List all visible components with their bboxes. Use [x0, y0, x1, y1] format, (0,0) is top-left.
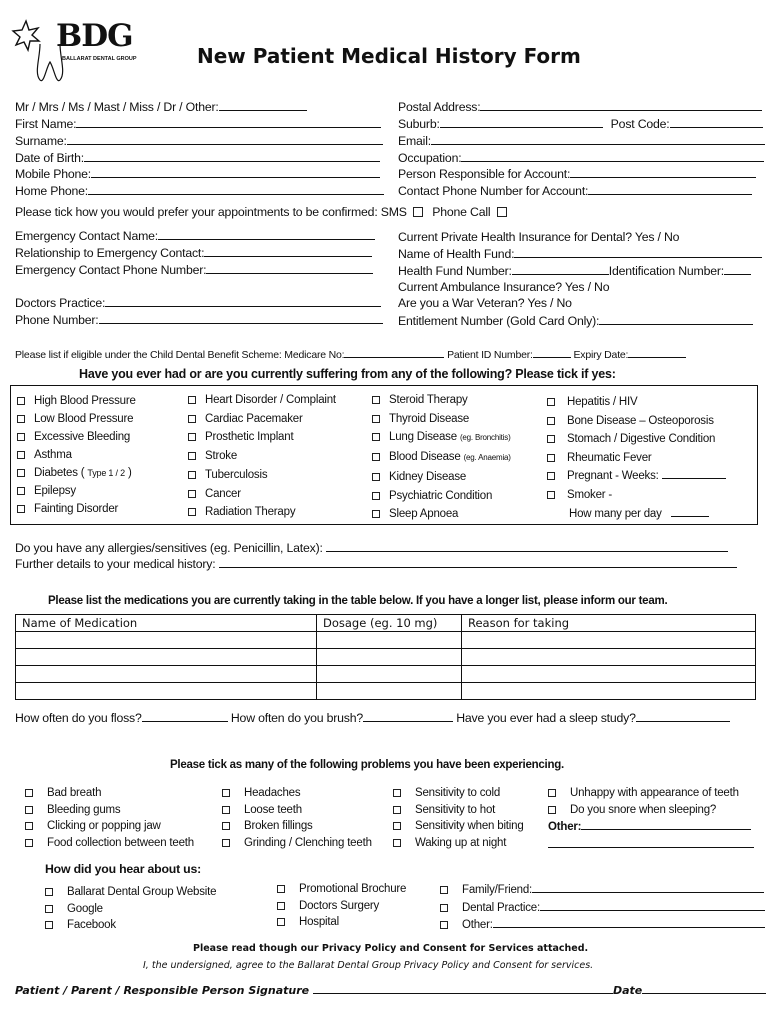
problem-item[interactable]	[393, 785, 524, 802]
allergies-field[interactable]	[326, 540, 728, 552]
condition-label: Prosthetic Implant	[205, 431, 294, 444]
mobile-field[interactable]	[91, 166, 380, 178]
condition-label: Fainting Disorder	[34, 503, 119, 515]
condition-checkbox[interactable]	[372, 453, 380, 461]
expiry-field[interactable]	[628, 347, 686, 358]
problem-label: Bad breath	[47, 787, 102, 799]
fund-number-label: Health Fund Number:	[398, 264, 512, 278]
condition-label: Lung Disease	[389, 431, 457, 444]
pregnant-weeks-field[interactable]	[662, 467, 726, 479]
condition-label: Radiation Therapy	[205, 506, 296, 519]
mobile-label: Mobile Phone:	[15, 167, 92, 181]
condition-label: Smoker -	[567, 488, 613, 501]
entitlement-label: Entitlement Number (Gold Card Only):	[398, 314, 600, 328]
hear-label: Doctors Surgery	[299, 899, 380, 912]
problem-checkbox[interactable]	[25, 806, 33, 814]
condition-checkbox[interactable]	[372, 473, 380, 481]
table-cell[interactable]	[317, 632, 462, 649]
condition-checkbox[interactable]	[547, 472, 555, 480]
problem-label: Clicking or popping jaw	[47, 820, 161, 832]
condition-checkbox[interactable]	[547, 435, 555, 443]
hear-item[interactable]	[277, 881, 406, 898]
entitlement-field[interactable]	[599, 313, 753, 325]
logo-subtitle: BALLARAT DENTAL GROUP	[62, 56, 137, 62]
surname-field[interactable]	[67, 133, 383, 145]
sms-label: SMS	[380, 205, 407, 219]
problem-item[interactable]	[222, 835, 372, 852]
ambulance-question: Current Ambulance Insurance? Yes / No	[398, 280, 610, 294]
problem-checkbox[interactable]	[548, 806, 556, 814]
condition-label: Excessive Bleeding	[34, 431, 131, 443]
fund-name-label: Name of Health Fund:	[398, 247, 515, 261]
problem-label: Sensitivity when biting	[415, 820, 524, 832]
date-label: Date	[612, 984, 643, 997]
problem-label: Unhappy with appearance of teeth	[570, 787, 739, 799]
hear-item[interactable]	[277, 898, 406, 915]
doctor-phone-field[interactable]	[99, 312, 383, 324]
hear-item[interactable]	[440, 899, 765, 917]
signature-label: Patient / Parent / Responsible Person Signature	[15, 984, 310, 997]
problem-label: Broken fillings	[244, 820, 313, 832]
condition-item[interactable]	[188, 447, 336, 466]
hear-checkbox[interactable]	[440, 886, 448, 894]
responsible-label: Person Responsible for Account:	[398, 167, 571, 181]
problem-label: Do you snore when sleeping?	[570, 803, 717, 816]
postal-field[interactable]	[480, 99, 762, 111]
problem-checkbox[interactable]	[25, 822, 33, 830]
condition-item[interactable]	[547, 412, 726, 431]
expiry-label: Expiry Date:	[573, 349, 629, 361]
condition-checkbox[interactable]	[188, 471, 196, 479]
problem-checkbox[interactable]	[222, 839, 230, 847]
smoker-per-day-field[interactable]	[671, 505, 709, 517]
condition-checkbox[interactable]	[17, 469, 25, 477]
condition-label: Psychiatric Condition	[389, 489, 493, 502]
condition-item[interactable]	[372, 428, 511, 448]
title-field[interactable]	[219, 99, 307, 111]
condition-checkbox[interactable]	[17, 397, 25, 405]
problems-col-2	[222, 785, 372, 851]
hear-checkbox[interactable]	[277, 902, 285, 910]
condition-checkbox[interactable]	[372, 492, 380, 500]
diabetes-close: )	[127, 467, 132, 479]
table-cell[interactable]	[16, 683, 317, 700]
condition-checkbox[interactable]	[547, 417, 555, 425]
condition-item[interactable]	[188, 391, 336, 410]
condition-label: Steroid Therapy	[389, 394, 468, 406]
condition-item[interactable]	[17, 500, 136, 518]
home-phone-field[interactable]	[88, 183, 384, 195]
condition-label: Hepatitis / HIV	[567, 396, 638, 408]
title-label: Mr / Mrs / Ms / Mast / Miss / Dr / Other:	[15, 100, 219, 114]
problem-item[interactable]	[393, 818, 524, 835]
patient-id-label: Patient ID Number:	[447, 349, 533, 361]
hear-checkbox[interactable]	[45, 921, 53, 929]
problem-label: Waking up at night	[415, 836, 507, 849]
problem-checkbox[interactable]	[393, 806, 401, 814]
problem-checkbox[interactable]	[25, 839, 33, 847]
problem-label: Loose teeth	[244, 803, 302, 816]
postcode-label: Post Code:	[610, 117, 670, 131]
doctors-practice-field[interactable]	[105, 295, 381, 307]
condition-item[interactable]	[372, 410, 511, 429]
problem-item[interactable]	[222, 802, 372, 819]
table-row	[16, 666, 756, 683]
occupation-field[interactable]	[461, 150, 764, 162]
table-cell[interactable]	[16, 666, 317, 683]
problem-other-label: Other:	[548, 821, 582, 833]
problem-other-field-2[interactable]	[548, 836, 754, 848]
problem-checkbox[interactable]	[393, 789, 401, 797]
condition-item[interactable]	[17, 446, 136, 464]
hear-item[interactable]	[440, 916, 765, 934]
conditions-col-4	[547, 393, 726, 523]
hear-checkbox[interactable]	[440, 904, 448, 912]
hear-label: Family/Friend:	[462, 884, 533, 896]
condition-label: Bone Disease – Osteoporosis	[567, 414, 714, 427]
condition-label: Heart Disorder / Complaint	[205, 394, 336, 406]
problem-label: Sensitivity to cold	[415, 787, 501, 799]
emergency-name-label: Emergency Contact Name:	[15, 229, 159, 243]
floss-label: How often do you floss?	[15, 711, 142, 725]
doctor-phone-label: Phone Number:	[15, 313, 99, 327]
hear-item[interactable]	[277, 914, 406, 931]
sleep-field[interactable]	[636, 710, 730, 722]
condition-label: Stroke	[205, 450, 238, 463]
hear-item[interactable]	[440, 881, 765, 899]
sleep-label: Have you ever had a sleep study?	[456, 711, 636, 725]
condition-checkbox[interactable]	[188, 396, 196, 404]
problem-item[interactable]	[25, 802, 194, 819]
postcode-field[interactable]	[670, 116, 763, 128]
table-cell[interactable]	[317, 666, 462, 683]
account-phone-field[interactable]	[588, 183, 752, 195]
table-row	[16, 649, 756, 666]
floss-field[interactable]	[142, 710, 228, 722]
privacy-agreement: I, the undersigned, agree to the Ballarat Dental Group Privacy Policy and Consent for services.	[143, 960, 594, 971]
email-field[interactable]	[431, 133, 765, 145]
condition-label: Diabetes (	[34, 467, 85, 479]
problems-col-4	[548, 785, 754, 853]
table-cell[interactable]	[317, 649, 462, 666]
problem-checkbox[interactable]	[222, 806, 230, 814]
condition-item[interactable]	[372, 468, 511, 487]
condition-item[interactable]	[17, 464, 136, 482]
problems-heading: Please tick as many of the following problems you have been experiencing.	[170, 759, 564, 771]
problem-item[interactable]	[548, 802, 754, 819]
problem-label: Food collection between teeth	[47, 836, 194, 849]
home-phone-label: Home Phone:	[15, 184, 88, 198]
conditions-col-2	[188, 391, 336, 522]
id-number-field[interactable]	[724, 263, 751, 275]
phone-call-checkbox[interactable]	[497, 207, 507, 217]
fund-number-field[interactable]	[512, 263, 609, 275]
problem-label: Sensitivity to hot	[415, 803, 496, 816]
condition-label: Kidney Disease	[389, 470, 467, 483]
hear-item[interactable]	[45, 917, 216, 934]
condition-item[interactable]	[372, 391, 511, 410]
condition-item[interactable]	[547, 449, 726, 468]
email-label: Email:	[398, 134, 431, 148]
cdbs-label: Please list if eligible under the Child Dental Benefit Scheme: Medicare No:	[15, 349, 345, 361]
logo	[10, 18, 145, 84]
appointment-label: Please tick how you would prefer your appointments to be confirmed:	[15, 205, 378, 219]
problem-item[interactable]	[222, 785, 372, 802]
problem-item[interactable]	[25, 785, 194, 802]
condition-checkbox[interactable]	[372, 510, 380, 518]
condition-checkbox[interactable]	[188, 452, 196, 460]
dob-label: Date of Birth:	[15, 151, 84, 165]
problem-item[interactable]	[222, 818, 372, 835]
medications-table	[15, 614, 756, 700]
condition-checkbox[interactable]	[17, 487, 25, 495]
signature-field[interactable]	[313, 982, 613, 994]
condition-checkbox[interactable]	[372, 396, 380, 404]
conditions-heading: Have you ever had or are you currently suffering from any of the following? Please tick if yes:	[79, 367, 616, 381]
condition-item[interactable]	[17, 410, 136, 428]
condition-checkbox[interactable]	[547, 454, 555, 462]
hear-label: Facebook	[67, 919, 116, 931]
condition-checkbox[interactable]	[372, 415, 380, 423]
hear-heading: How did you hear about us:	[45, 862, 202, 876]
date-field[interactable]	[642, 982, 766, 994]
further-label: Further details to your medical history:	[15, 557, 216, 571]
page-title: New Patient Medical History Form	[197, 44, 581, 68]
condition-item[interactable]	[372, 487, 511, 506]
table-header: Dosage (eg. 10 mg)	[317, 615, 462, 632]
condition-label: Cardiac Pacemaker	[205, 412, 303, 425]
allergies-label: Do you have any allergies/sensitives (eg. Penicillin, Latex):	[15, 541, 323, 555]
medicare-field[interactable]	[344, 347, 444, 358]
brush-label: How often do you brush?	[230, 711, 363, 725]
condition-label: Asthma	[34, 449, 72, 461]
responsible-field[interactable]	[570, 166, 756, 178]
conditions-col-1	[17, 392, 136, 518]
table-cell[interactable]	[317, 683, 462, 700]
problem-checkbox[interactable]	[393, 839, 401, 847]
condition-item[interactable]	[17, 428, 136, 446]
condition-item[interactable]	[188, 466, 336, 485]
relationship-field[interactable]	[204, 245, 372, 257]
condition-label: Tuberculosis	[205, 468, 268, 481]
suburb-label: Suburb:	[398, 117, 440, 131]
condition-label: Sleep Apnoea	[389, 508, 459, 521]
further-field[interactable]	[219, 556, 737, 568]
condition-checkbox[interactable]	[188, 490, 196, 498]
emergency-name-field[interactable]	[158, 228, 375, 240]
dob-field[interactable]	[84, 150, 380, 162]
problem-checkbox[interactable]	[25, 789, 33, 797]
problem-label: Bleeding gums	[47, 803, 121, 816]
condition-label: Rheumatic Fever	[567, 451, 652, 464]
hear-checkbox[interactable]	[277, 885, 285, 893]
hear-label: Ballarat Dental Group Website	[67, 886, 217, 898]
problems-col-3	[393, 785, 524, 851]
postal-label: Postal Address:	[398, 100, 481, 114]
medications-heading: Please list the medications you are currently taking in the table below. If you have a longer list, please inform our team.	[48, 595, 668, 607]
conditions-col-3	[372, 391, 511, 524]
suburb-field[interactable]	[440, 116, 603, 128]
problem-checkbox[interactable]	[393, 822, 401, 830]
table-row	[16, 632, 756, 649]
smoker-detail	[547, 505, 726, 524]
condition-label: Cancer	[205, 487, 241, 500]
problem-item[interactable]	[548, 785, 754, 802]
problem-label: Headaches	[244, 787, 301, 799]
dental-practice-field[interactable]	[540, 899, 765, 911]
condition-item[interactable]	[17, 392, 136, 410]
condition-checkbox[interactable]	[17, 451, 25, 459]
condition-checkbox[interactable]	[17, 433, 25, 441]
privacy-notice: Please read though our Privacy Policy and Consent for Services attached.	[193, 943, 589, 954]
condition-item[interactable]	[372, 448, 511, 468]
doctors-practice-label: Doctors Practice:	[15, 296, 106, 310]
condition-checkbox[interactable]	[17, 505, 25, 513]
condition-item[interactable]	[547, 467, 726, 486]
condition-item[interactable]	[547, 486, 726, 505]
condition-checkbox[interactable]	[17, 415, 25, 423]
hear-label: Hospital	[299, 916, 339, 928]
table-header-row	[16, 615, 756, 632]
condition-item[interactable]	[547, 393, 726, 412]
table-cell[interactable]	[16, 649, 317, 666]
condition-note: (eg. Bronchitis)	[459, 433, 511, 443]
hear-label: Other:	[462, 919, 493, 931]
hear-checkbox[interactable]	[277, 918, 285, 926]
relationship-label: Relationship to Emergency Contact:	[15, 246, 205, 260]
private-health-question: Current Private Health Insurance for Dental? Yes / No	[398, 230, 680, 244]
first-name-field[interactable]	[76, 116, 381, 128]
table-cell[interactable]	[462, 632, 756, 649]
problem-item[interactable]	[25, 818, 194, 835]
condition-label: Thyroid Disease	[389, 412, 470, 425]
emergency-phone-label: Emergency Contact Phone Number:	[15, 263, 207, 277]
condition-checkbox[interactable]	[547, 398, 555, 406]
id-number-label: Identification Number:	[608, 264, 724, 278]
patient-id-field[interactable]	[533, 347, 571, 358]
hear-checkbox[interactable]	[440, 921, 448, 929]
condition-item[interactable]	[372, 505, 511, 524]
hear-col-2	[277, 881, 406, 931]
veteran-question: Are you a War Veteran? Yes / No	[398, 296, 572, 310]
problem-item[interactable]	[25, 835, 194, 852]
condition-label: Epilepsy	[34, 485, 76, 497]
hear-col-1	[45, 884, 216, 934]
problem-other-field[interactable]	[581, 818, 751, 830]
table-row	[16, 683, 756, 700]
condition-note: (eg. Anaemia)	[463, 453, 511, 463]
problem-item[interactable]	[393, 835, 524, 852]
hear-item[interactable]	[45, 901, 216, 918]
problem-checkbox[interactable]	[548, 789, 556, 797]
emergency-phone-field[interactable]	[206, 262, 373, 274]
hear-col-3	[440, 881, 765, 934]
condition-label: High Blood Pressure	[34, 395, 136, 407]
hear-checkbox[interactable]	[45, 888, 53, 896]
first-name-label: First Name:	[15, 117, 77, 131]
condition-checkbox[interactable]	[188, 433, 196, 441]
surname-label: Surname:	[15, 134, 67, 148]
occupation-label: Occupation:	[398, 151, 462, 165]
condition-checkbox[interactable]	[547, 491, 555, 499]
hear-item[interactable]	[45, 884, 216, 901]
problem-label: Grinding / Clenching teeth	[244, 836, 372, 849]
condition-item[interactable]	[188, 428, 336, 447]
condition-item[interactable]	[547, 430, 726, 449]
hear-label: Google	[67, 902, 103, 915]
family-friend-field[interactable]	[532, 881, 764, 893]
condition-label: Low Blood Pressure	[34, 413, 134, 425]
fund-name-field[interactable]	[514, 246, 762, 258]
logo-name: BDG	[56, 18, 133, 54]
table-cell[interactable]	[462, 666, 756, 683]
problem-item[interactable]	[393, 802, 524, 819]
condition-checkbox[interactable]	[188, 415, 196, 423]
hear-checkbox[interactable]	[45, 905, 53, 913]
condition-label: Stomach / Digestive Condition	[567, 433, 716, 446]
condition-item[interactable]	[188, 485, 336, 504]
condition-item[interactable]	[188, 503, 336, 522]
diabetes-types: Type 1 / 2	[87, 468, 125, 478]
problems-col-1	[25, 785, 194, 851]
condition-item[interactable]	[17, 482, 136, 500]
condition-checkbox[interactable]	[372, 433, 380, 441]
phone-call-label: Phone Call	[432, 205, 491, 219]
brush-field[interactable]	[363, 710, 453, 722]
table-cell[interactable]	[16, 632, 317, 649]
table-header: Name of Medication	[16, 615, 317, 632]
condition-label: Pregnant - Weeks:	[567, 470, 659, 483]
table-cell[interactable]	[462, 649, 756, 666]
condition-label: Blood Disease	[389, 451, 461, 464]
hear-label: Dental Practice:	[462, 901, 540, 914]
hear-other-field[interactable]	[493, 916, 765, 928]
condition-item[interactable]	[188, 410, 336, 429]
sms-checkbox[interactable]	[413, 207, 423, 217]
hear-label: Promotional Brochure	[299, 883, 407, 895]
account-phone-label: Contact Phone Number for Account:	[398, 184, 589, 198]
smoker-per-day-label: How many per day	[569, 507, 662, 520]
table-cell[interactable]	[462, 683, 756, 700]
table-header: Reason for taking	[462, 615, 756, 632]
problem-checkbox[interactable]	[222, 789, 230, 797]
condition-checkbox[interactable]	[188, 508, 196, 516]
problem-checkbox[interactable]	[222, 822, 230, 830]
